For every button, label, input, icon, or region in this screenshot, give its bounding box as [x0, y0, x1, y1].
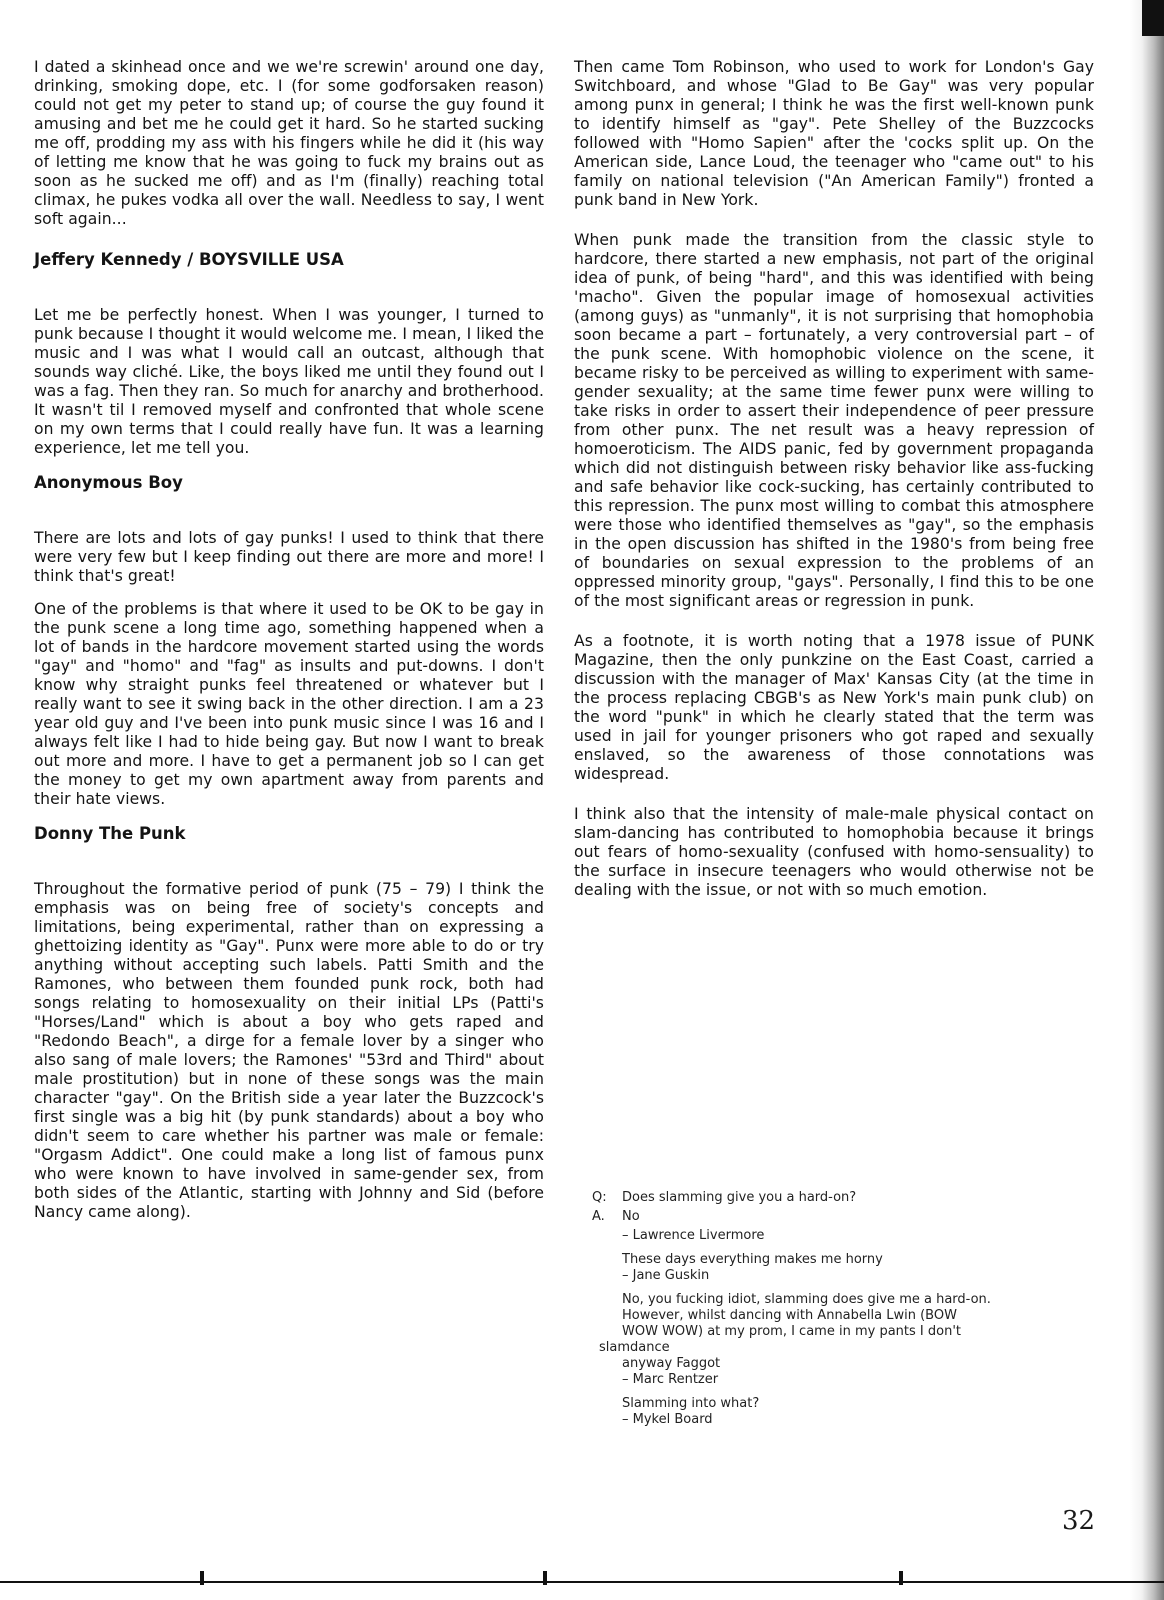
right-column — [574, 58, 1094, 914]
answer-attribution: – Lawrence Livermore — [622, 1228, 765, 1243]
response-2-line-3: WOW WOW) at my prom, I came in my pants I don't — [622, 1324, 961, 1339]
donny-the-punk-paragraph: Throughout the formative period of punk (75 – 79) I think the emphasis was on being free of society's concepts and limitations, being experimental, rather than on expressing a ghettoizing identity as "Gay". Punx were more able to do or try anything without accepting such labels. Patti Smith and the Ramones, who between them founded punk rock, both had songs relating to homosexuality on their initial LPs (Patti's "Horses/Land" which is about a boy who gets raped and "Redondo Beach", a dirge for a female lover by a singer who also sang of male lovers; the Ramones' "53rd and Third" about male prostitution) but in none of these songs was the main character "gay". On the British side a year later the Buzzcock's first single was a big hit (by punk standards) about a boy who didn't seem to care whether his partner was male or female: "Orgasm Addict". One could make a long list of famous punx who were known to have involved in same-gender sex, from both sides of the Atlantic, starting with Johnny and Sid (before Nancy came along). — [34, 880, 544, 1221]
response-2-line-1: No, you fucking idiot, slamming does give me a hard-on. — [622, 1292, 991, 1307]
page-edge-shadow — [1130, 0, 1164, 1600]
qa-answer-row — [592, 1209, 1092, 1225]
qa-question-row — [592, 1190, 1092, 1206]
response-3-attribution: – Mykel Board — [622, 1412, 713, 1427]
response-1-attribution: – Jane Guskin — [622, 1268, 710, 1283]
page-number: 32 — [1062, 1506, 1096, 1536]
qa-box — [592, 1190, 1092, 1428]
crop-mark-right — [899, 1571, 903, 1585]
left-column — [34, 58, 544, 1236]
response-3 — [622, 1396, 1092, 1428]
question-text: Does slamming give you a hard-on? — [622, 1190, 857, 1205]
intro-paragraph: I dated a skinhead once and we we're screwin' around one day, drinking, smoking dope, etc. I (for some godforsaken reason) could not get my peter to stand up; of course the guy found it amusing and bet me he could get it hard. So he started sucking me off, prodding my ass with his fingers while he did it (his way of letting me know that he was going to fuck my brains out as soon as he sucked me off) and as I'm (finally) reaching total climax, he pukes vodka all over the wall. Needless to say, I went soft again... — [34, 58, 544, 228]
crop-mark-center — [543, 1571, 547, 1585]
section-heading-jeffery-kennedy: Jeffery Kennedy / BOYSVILLE USA — [34, 250, 344, 269]
response-3-line: Slamming into what? — [622, 1396, 760, 1411]
right-paragraph-2: When punk made the transition from the classic style to hardcore, there started a new emphasis, not part of the original idea of punk, of being "hard", and this was identified with being 'macho". Given the popular image of homosexual activities (among guys) as "unmanly", it is not surprising that homophobia soon became a part – fortunately, a very controversial part – of the punk scene. With homophobic violence on the scene, it became risky to be perceived as willing to experiment with same-gender sexuality; at the same time fewer punx were willing to take risks in order to assert their independence of peer pressure from other punx. The net result was a heavy repression of homoeroticism. The AIDS panic, fed by government propaganda which did not distinguish between risky behavior like ass-fucking and safe behavior like cock-sucking, has certainly contributed to this repression. The punx most willing to combat this atmosphere were those who identified themselves as "gay", so the emphasis in the open discussion has shifted in the 1980's from being free of boundaries on sexual expression to the problems of an oppressed minority group, "gays". Personally, I find this to be one of the most significant areas or regression in punk. — [574, 231, 1094, 610]
bottom-rule — [0, 1581, 1164, 1583]
response-1-line: These days everything makes me horny — [622, 1252, 883, 1267]
answer-text: No — [622, 1209, 640, 1224]
anonymous-boy-paragraph-2: One of the problems is that where it used to be OK to be gay in the punk scene a long time ago, something happened when a lot of bands in the hardcore movement started using the words "gay" and "homo" and "fag" as insults and put-downs. I don't know why straight punks feel threatened or whatever but I really want to see it swing back in the other direction. I am a 23 year old guy and I've been into punk music since I was 16 and I always felt like I had to hide being gay. But now I want to break out more and more. I have to get a permanent job so I can get the money to get my own apartment away from parents and their hate views. — [34, 600, 544, 808]
response-2-attribution: – Marc Rentzer — [622, 1372, 719, 1387]
response-2 — [599, 1292, 1092, 1388]
response-2-line-2: However, whilst dancing with Annabella Lwin (BOW — [622, 1308, 957, 1323]
jeffery-kennedy-paragraph: Let me be perfectly honest. When I was younger, I turned to punk because I thought it would welcome me. I mean, I liked the music and I was what I would call an outcast, although that sounds way cliché. Like, the boys liked me until they found out I was a fag. Then they ran. So much for anarchy and brotherhood. It wasn't til I removed myself and confronted that whole scene on my own terms that I could really have fun. It was a learning experience, let me tell you. — [34, 306, 544, 457]
anonymous-boy-paragraph-1: There are lots and lots of gay punks! I used to think that there were very few but I keep finding out there are more and more! I think that's great! — [34, 529, 544, 585]
response-2-continued: anyway Faggot — [622, 1356, 721, 1371]
answer-tag: A. — [592, 1209, 605, 1224]
right-paragraph-4: I think also that the intensity of male-male physical contact on slam-dancing has contributed to homophobia because it brings out fears of homo-sexuality (confused with homo-sensuality) to the surface in insecure teenagers who would otherwise not be dealing with the issue, or not with so much emotion. — [574, 805, 1094, 899]
page-corner-mark — [1142, 0, 1164, 36]
response-2-dedent-line: slamdance — [599, 1340, 670, 1355]
right-paragraph-1: Then came Tom Robinson, who used to work for London's Gay Switchboard, and whose "Glad to Be Gay" was very popular among punx in general; I think he was the first well-known punk to identify himself as "gay". Pete Shelley of the Buzzcocks followed with "Homo Sapien" after the 'cocks split up. On the American side, Lance Loud, the teenager who "came out" to his family on national television ("An American Family") fronted a punk band in New York. — [574, 58, 1094, 209]
crop-mark-left — [200, 1571, 204, 1585]
response-1 — [622, 1252, 1092, 1284]
section-heading-donny-the-punk: Donny The Punk — [34, 824, 186, 843]
section-heading-anonymous-boy: Anonymous Boy — [34, 473, 183, 492]
right-paragraph-3: As a footnote, it is worth noting that a 1978 issue of PUNK Magazine, then the only punkzine on the East Coast, carried a discussion with the manager of Max' Kansas City (at the time in the process replacing CBGB's as New York's main punk club) on the word "punk" in which he clearly stated that the term was used in jail for younger prisoners who got raped and sexually enslaved, so the awareness of those connotations was widespread. — [574, 632, 1094, 783]
question-tag: Q: — [592, 1190, 607, 1205]
